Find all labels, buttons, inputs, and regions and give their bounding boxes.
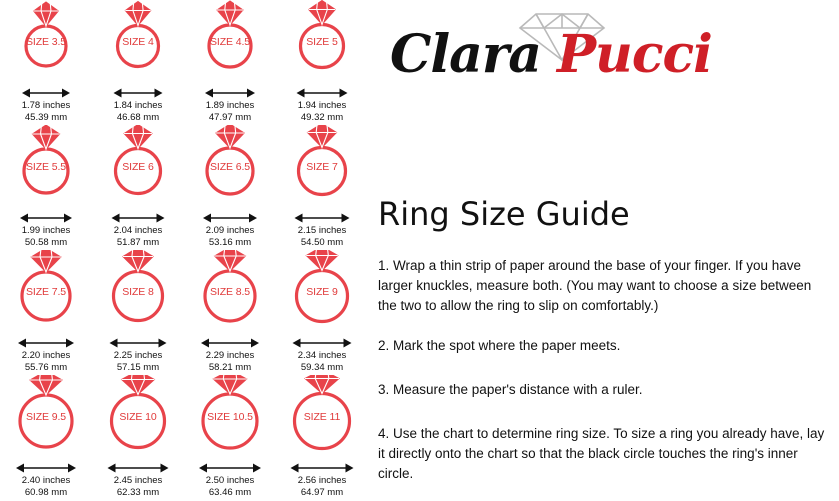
ring-size-cell[interactable] [92,125,184,250]
measurement-block [276,225,368,248]
measurement-mm: 64.97 mm [300,486,344,498]
measurement-inches: 1.89 inches [205,100,255,111]
diameter-arrow-icon [276,336,368,348]
measurement-block [184,100,276,123]
measurement-inches: 2.04 inches [113,225,163,236]
measurement-block [276,350,368,373]
ring-illustration [92,375,184,461]
measurement-inches: 2.15 inches [297,225,347,236]
measurement-block [0,225,92,248]
measurement-block [184,350,276,373]
diameter-arrow-icon [184,461,276,473]
measurement-mm: 46.68 mm [116,111,160,123]
measurement-mm: 51.87 mm [116,236,160,248]
ring-size-cell[interactable] [184,125,276,250]
ring-size-label: SIZE 8.5 [209,286,251,298]
measurement-block [92,350,184,373]
ring-size-label: SIZE 9 [306,286,338,298]
ring-size-label: SIZE 5 [306,36,338,48]
ring-size-cell[interactable] [276,0,368,125]
measurement-inches: 1.78 inches [21,100,71,111]
measurement-block [276,475,368,498]
diameter-arrow-icon [92,461,184,473]
chart-row [0,0,368,125]
ring-illustration [184,0,276,86]
diameter-arrow-icon [184,211,276,223]
measurement-block [92,100,184,123]
measurement-mm: 47.97 mm [208,111,252,123]
measurement-block [0,100,92,123]
ring-size-cell[interactable] [0,375,92,500]
chart-row [0,375,368,500]
measurement-inches: 2.20 inches [21,350,71,361]
ring-size-cell[interactable] [276,250,368,375]
measurement-mm: 63.46 mm [208,486,252,498]
ring-size-label: SIZE 4 [122,36,154,48]
chart-row [0,125,368,250]
diameter-arrow-icon [184,336,276,348]
diameter-arrow-icon [276,86,368,98]
guide-panel [368,0,839,501]
measurement-inches: 2.40 inches [21,475,71,486]
diameter-arrow-icon [276,211,368,223]
ring-size-cell[interactable] [184,375,276,500]
measurement-mm: 60.98 mm [24,486,68,498]
ring-illustration [0,125,92,211]
diameter-arrow-icon [92,336,184,348]
ring-size-cell[interactable] [92,250,184,375]
measurement-mm: 54.50 mm [300,236,344,248]
ring-illustration [0,250,92,336]
ring-illustration [0,0,92,86]
measurement-mm: 45.39 mm [24,111,68,123]
guide-step-3: 3. Measure the paper's distance with a ruler. [378,382,643,397]
measurement-inches: 1.94 inches [297,100,347,111]
ring-illustration [0,375,92,461]
measurement-block [276,100,368,123]
measurement-block [92,225,184,248]
measurement-mm: 53.16 mm [208,236,252,248]
measurement-block [0,475,92,498]
ring-size-label: SIZE 5.5 [25,161,67,173]
measurement-inches: 2.25 inches [113,350,163,361]
measurement-mm: 59.34 mm [300,361,344,373]
ring-size-cell[interactable] [276,375,368,500]
ring-size-cell[interactable] [276,125,368,250]
ring-size-cell[interactable] [0,0,92,125]
ring-size-label: SIZE 7.5 [25,286,67,298]
page-title: Ring Size Guide [378,195,630,233]
ring-size-label: SIZE 9.5 [25,411,67,423]
ring-size-cell[interactable] [92,0,184,125]
brand-name-first: Clara [390,24,541,85]
measurement-inches: 2.45 inches [113,475,163,486]
brand-name-second: Pucci [556,24,712,85]
ring-size-label: SIZE 6.5 [209,161,251,173]
brand-logo [368,0,839,120]
measurement-inches: 2.50 inches [205,475,255,486]
ring-illustration [92,0,184,86]
ring-illustration [92,250,184,336]
chart-row [0,250,368,375]
diameter-arrow-icon [0,461,92,473]
ring-size-label: SIZE 7 [306,161,338,173]
measurement-block [184,225,276,248]
ring-size-label: SIZE 3.5 [25,36,67,48]
ring-illustration [184,125,276,211]
ring-illustration [276,250,368,336]
ring-size-label: SIZE 10 [119,411,157,423]
diameter-arrow-icon [0,211,92,223]
ring-size-label: SIZE 6 [122,161,154,173]
ring-illustration [276,375,368,461]
diameter-arrow-icon [184,86,276,98]
ring-size-label: SIZE 10.5 [207,411,253,423]
ring-size-cell[interactable] [0,125,92,250]
measurement-inches: 2.29 inches [205,350,255,361]
guide-step-1: 1. Wrap a thin strip of paper around the base of your finger. If you have larger knuckles, measure both. (You may want to choose a size between the two to allow the ring to slip on comfortably.) [378,258,812,313]
ring-illustration [184,375,276,461]
diameter-arrow-icon [0,336,92,348]
measurement-inches: 1.84 inches [113,100,163,111]
ring-illustration [276,125,368,211]
ring-size-label: SIZE 11 [303,411,341,423]
diameter-arrow-icon [92,211,184,223]
ring-size-cell[interactable] [0,250,92,375]
measurement-block [92,475,184,498]
ring-size-cell[interactable] [184,0,276,125]
ring-size-chart [0,0,368,501]
measurement-inches: 2.34 inches [297,350,347,361]
measurement-mm: 50.58 mm [24,236,68,248]
measurement-mm: 49.32 mm [300,111,344,123]
measurement-inches: 1.99 inches [21,225,71,236]
measurement-block [184,475,276,498]
ring-size-cell[interactable] [92,375,184,500]
diameter-arrow-icon [276,461,368,473]
measurement-block [0,350,92,373]
measurement-mm: 57.15 mm [116,361,160,373]
ring-illustration [276,0,368,86]
measurement-mm: 58.21 mm [208,361,252,373]
brand-name [390,24,712,85]
ring-illustration [92,125,184,211]
ring-size-label: SIZE 4.5 [209,36,251,48]
ring-size-cell[interactable] [184,250,276,375]
measurement-inches: 2.09 inches [205,225,255,236]
diameter-arrow-icon [0,86,92,98]
measurement-mm: 62.33 mm [116,486,160,498]
ring-size-label: SIZE 8 [122,286,154,298]
guide-step-4: 4. Use the chart to determine ring size. To size a ring you already have, lay it directly onto the chart so that the black circle touches the ring's inner circle. [378,426,825,481]
measurement-mm: 55.76 mm [24,361,68,373]
diameter-arrow-icon [92,86,184,98]
guide-step-2: 2. Mark the spot where the paper meets. [378,338,621,353]
measurement-inches: 2.56 inches [297,475,347,486]
ring-illustration [184,250,276,336]
